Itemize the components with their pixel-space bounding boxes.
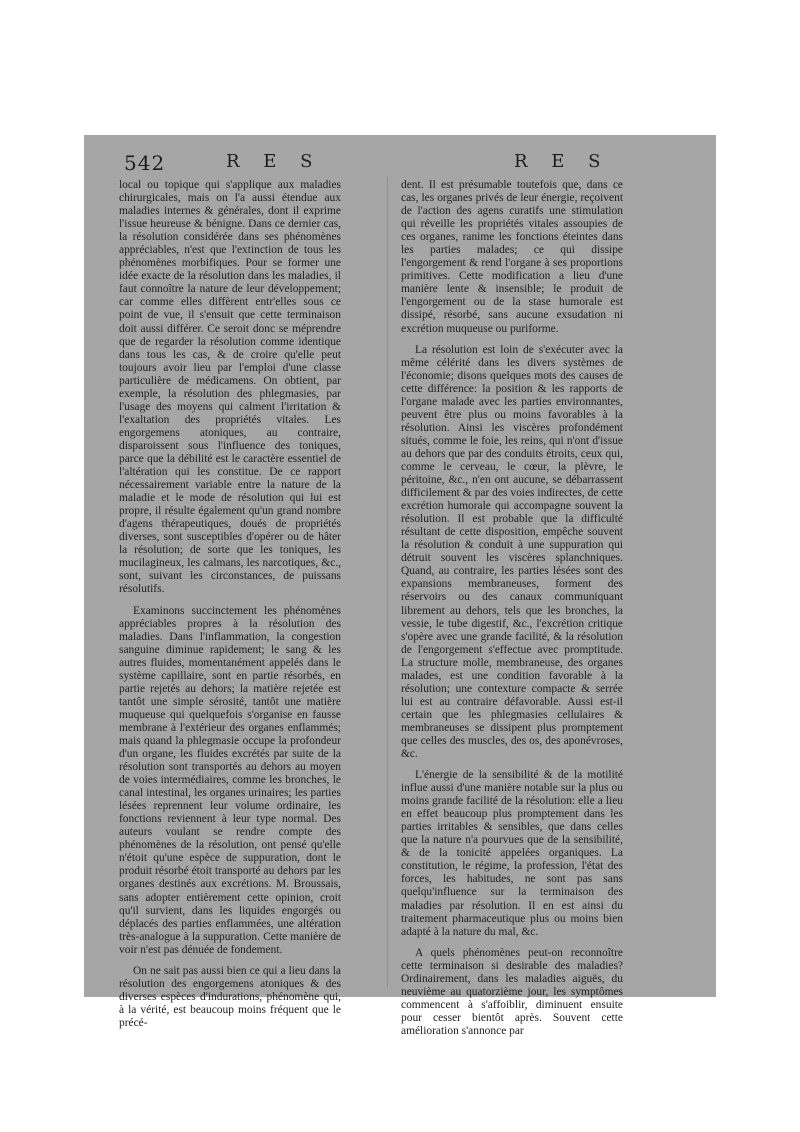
scanned-page (84, 135, 716, 1037)
running-head-left: R E S (226, 151, 322, 172)
left-paragraph-1: local ou topique qui s'applique aux maladies chirurgicales, mais on l'a aussi étendue aux maladies internes & générales, dont il exprime l'issue heureuse & bénigne. Dans ce dernier cas, la résolution considérée dans ses phénomènes appréciables, n'est que l'extinction de tous les phénomènes morbifiques. Pour se former une idée exacte de la résolution dans les maladies, il faut connoître la nature de leur développement; car comme elles diffèrent entr'elles sous ce point de vue, il s'ensuit que cette terminaison doit aussi différer. Ce seroit donc se méprendre que de regarder la résolution comme identique dans tous les cas, & de croire qu'elle peut toujours avoir lieu par l'emploi d'une classe particulière de médicamens. On obtient, par exemple, la résolution des phlegmasies, par l'usage des moyens qui calment l'irritation & l'exaltation des propriétés vitales. Les engorgemens atoniques, au contraire, disparoissent sous l'influence des toniques, parce que la débilité est le caractère essentiel de l'altération qui les constitue. De ce rapport nécessairement variable entre la nature de la maladie et le mode de résolution qui lui est propre, il résulte également qu'un grand nombre d'agens thérapeutiques, doués de propriétés diverses, sont susceptibles d'opérer ou de hâter la résolution; de sorte que les toniques, les mucilagineux, les calmans, les narcotiques, &c., sont, suivant les circonstances, de puissans résolutifs. (119, 179, 341, 596)
column-divider (387, 177, 388, 987)
left-paragraph-3: On ne sait pas aussi bien ce qui a lieu dans la résolution des engorgemens atoniques & des diverses espèces d'indurations, phénomène qui, à la vérité, est beaucoup moins fréquent que le précé- (119, 964, 341, 1029)
right-paragraph-4: A quels phénomènes peut-on reconnoître cette terminaison si desirable des maladies? Ordinairement, dans les maladies aiguës, du neuvième au quatorzième jour, les symptômes commencent à s'affoiblir, diminuent ensuite pour cesser bientôt après. Souvent cette amélioration s'annonce par (401, 946, 623, 1037)
running-head-right: R E S (514, 151, 610, 172)
left-column (119, 179, 341, 1030)
right-paragraph-3: L'énergie de la sensibilité & de la motilité influe aussi d'une manière notable sur la plus ou moins grande facilité de la résolution: elle a lieu en effet beaucoup plus promptement dans les parties irritables & sensibles, que dans celles que la nature n'a pourvues que de la sensibilité, & de la tonicité appelées organiques. La constitution, le régime, la profession, l'état des forces, les habitudes, ne sont pas sans quelqu'influence sur la terminaison des maladies par résolution. Il en est ainsi du traitement pharmaceutique plus ou moins bien adapté à la nature du mal, &c. (401, 769, 623, 938)
right-paragraph-2: La résolution est loin de s'exécuter avec la même célérité dans les divers systèmes de l'économie; disons quelques mots des causes de cette différence: la position & les rapports de l'organe malade avec les parties environnantes, peuvent être plus ou moins favorables à la résolution. Ainsi les viscères profondément situés, comme le foie, les reins, qui n'ont d'issue au dehors que par des conduits étroits, ceux qui, comme le cerveau, le cœur, la plèvre, le péritoine, &c., n'en ont aucune, se débarrassent difficilement & par des voies indirectes, de cette excrétion humorale qui accompagne souvent la résolution. Il est probable que la difficulté résultant de cette disposition, empêche souvent la résolution & conduit à une suppuration qui détruit souvent les viscères splanchniques. Quand, au contraire, les parties lésées sont des expansions membraneuses, forment des réservoirs ou des canaux communiquant librement au dehors, tels que les bronches, la vessie, le tube digestif, &c., l'excrétion critique s'opère avec une grande facilité, & la résolution de l'engorgement s'effectue avec promptitude. La structure molle, membraneuse, des organes malades, est une condition favorable à la résolution; une contexture compacte & serrée lui est au contraire défavorable. Aussi est-il certain que les phlegmasies cellulaires & membraneuses se dissipent plus promptement que celles des muscles, des os, des aponévroses, &c. (401, 343, 623, 761)
right-paragraph-1: dent. Il est présumable toutefois que, dans ce cas, les organes privés de leur énergie, reçoivent de l'action des agens curatifs une stimulation qui réveille les propriétés vitales assoupies de ces organes, ranime les fonctions éteintes dans les parties malades; ce qui dissipe l'engorgement & rend l'organe à ses proportions primitives. Cette modification a lieu d'une manière lente & insensible; le produit de l'engorgement ou de la stase humorale est dissipé, résorbé, sans aucune exsudation ni excrétion muqueuse ou puriforme. (401, 179, 623, 335)
right-column (401, 179, 623, 1038)
page-number: 542 (124, 151, 166, 175)
left-paragraph-2: Examinons succinctement les phénomènes appréciables propres à la résolution des maladies. Dans l'inflammation, la congestion sanguine diminue rapidement; le sang & les autres fluides, momentanément appelés dans le système capillaire, sont en partie résorbés, en partie rejetés au dehors; la matière rejetée est tantôt une simple sérosité, tantôt une matière muqueuse qui quelquefois s'organise en fausse membrane à l'extérieur des organes enflammés; mais quand la phlegmasie occupe la profondeur d'un organe, les fluides excrétés par suite de la résolution sont transportés au dehors au moyen de voies intermédiaires, comme les bronches, le canal intestinal, les organes urinaires; les parties lésées reprennent leur volume ordinaire, les fonctions reviennent à leur type normal. Des auteurs voulant se rendre compte des phénomènes de la résolution, ont pensé qu'elle n'étoit qu'une espèce de suppuration, dont le produit résorbé étoit transporté au dehors par les organes destinés aux excrétions. M. Broussais, sans adopter entièrement cette opinion, croit qu'il survient, dans les liquides engorgés ou déplacés des parties enflammées, une altération très-analogue à la suppuration. Cette manière de voir n'est pas dénuée de fondement. (119, 604, 341, 956)
